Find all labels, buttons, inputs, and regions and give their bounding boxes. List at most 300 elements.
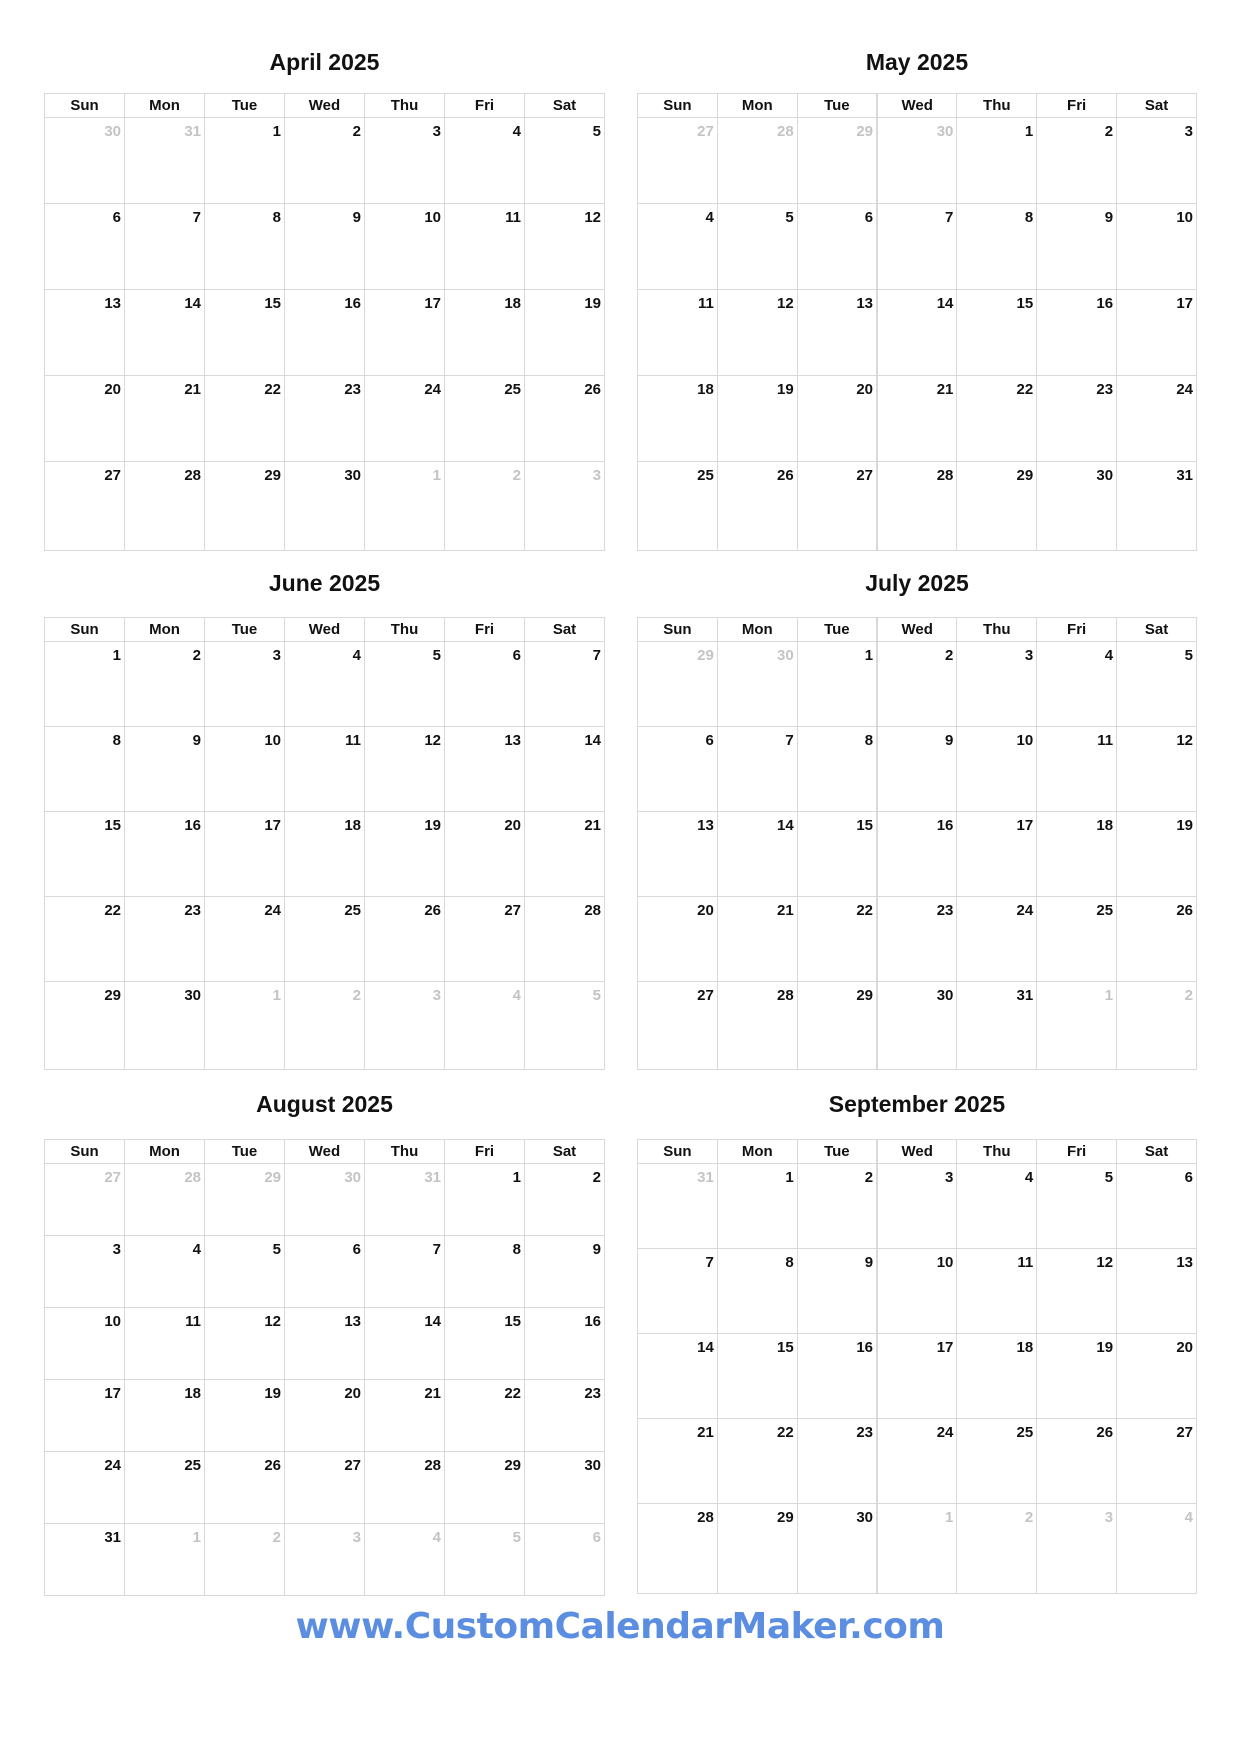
- day-number: 12: [424, 732, 441, 749]
- day-cell: [125, 1236, 205, 1308]
- day-number: 10: [424, 209, 441, 226]
- day-number: 5: [272, 1241, 281, 1258]
- day-cell: [797, 1504, 877, 1594]
- weekday-label: Mon: [717, 618, 797, 642]
- day-cell: [717, 1164, 797, 1249]
- day-cell: [1037, 1249, 1117, 1334]
- day-cell: [525, 812, 605, 897]
- day-number: 26: [1096, 1424, 1114, 1441]
- day-cell: [205, 118, 285, 204]
- month-grid: [44, 93, 605, 551]
- day-cell: [285, 642, 365, 727]
- day-number: 21: [584, 817, 601, 834]
- day-cell: [1117, 376, 1197, 462]
- day-cell-other-month: [1037, 1504, 1117, 1594]
- day-cell: [717, 290, 797, 376]
- day-number: 30: [584, 1457, 601, 1474]
- day-number: 8: [112, 732, 121, 749]
- day-cell: [638, 897, 718, 982]
- day-number: 9: [945, 732, 954, 749]
- day-number: 2: [272, 1529, 281, 1546]
- day-cell: [45, 642, 125, 727]
- day-number: 5: [1184, 647, 1193, 664]
- day-number: 24: [424, 381, 441, 398]
- day-number: 27: [697, 123, 714, 140]
- day-number: 18: [184, 1385, 201, 1402]
- day-cell: [1037, 376, 1117, 462]
- day-number: 7: [785, 732, 794, 749]
- day-number: 2: [192, 647, 201, 664]
- day-number: 29: [856, 987, 874, 1004]
- day-number: 4: [432, 1529, 441, 1546]
- day-cell-other-month: [365, 982, 445, 1070]
- day-number: 10: [1016, 732, 1034, 749]
- day-number: 31: [424, 1169, 441, 1186]
- day-cell: [365, 290, 445, 376]
- day-cell: [445, 897, 525, 982]
- day-cell: [125, 462, 205, 551]
- day-number: 27: [856, 467, 874, 484]
- day-cell: [285, 727, 365, 812]
- day-cell: [877, 727, 957, 812]
- day-cell: [797, 1249, 877, 1334]
- weekday-label: Thu: [365, 618, 445, 642]
- day-cell: [45, 1236, 125, 1308]
- day-cell-other-month: [365, 1164, 445, 1236]
- day-number: 31: [1016, 987, 1034, 1004]
- day-number: 25: [184, 1457, 201, 1474]
- day-cell-other-month: [205, 1164, 285, 1236]
- day-cell-other-month: [125, 1164, 205, 1236]
- day-number: 22: [264, 381, 281, 398]
- day-number: 21: [184, 381, 201, 398]
- day-number: 18: [697, 381, 714, 398]
- day-number: 12: [264, 1313, 281, 1330]
- day-number: 7: [705, 1254, 714, 1271]
- day-number: 16: [936, 817, 954, 834]
- week-row: [45, 1452, 605, 1524]
- day-number: 4: [192, 1241, 201, 1258]
- day-cell: [717, 727, 797, 812]
- day-cell: [285, 118, 365, 204]
- day-number: 14: [777, 817, 794, 834]
- weekday-label: Wed: [877, 1140, 957, 1164]
- week-row: [45, 1380, 605, 1452]
- day-number: 3: [592, 467, 601, 484]
- day-cell: [285, 812, 365, 897]
- day-number: 8: [864, 732, 874, 749]
- day-cell: [125, 1380, 205, 1452]
- day-number: 23: [584, 1385, 601, 1402]
- day-cell: [125, 897, 205, 982]
- day-number: 24: [104, 1457, 121, 1474]
- day-number: 17: [424, 295, 441, 312]
- day-cell: [285, 290, 365, 376]
- weekday-label: Wed: [285, 618, 365, 642]
- day-cell: [797, 1164, 877, 1249]
- day-number: 30: [344, 467, 361, 484]
- day-number: 29: [264, 467, 281, 484]
- day-cell: [1037, 290, 1117, 376]
- day-cell-other-month: [797, 118, 877, 204]
- day-number: 5: [1104, 1169, 1114, 1186]
- day-number: 23: [1096, 381, 1114, 398]
- day-cell: [1117, 642, 1197, 727]
- weekday-label: Tue: [205, 94, 285, 118]
- week-row: [45, 290, 605, 376]
- day-number: 10: [936, 1254, 954, 1271]
- day-cell: [45, 204, 125, 290]
- day-cell: [1117, 727, 1197, 812]
- day-number: 3: [352, 1529, 361, 1546]
- day-number: 24: [264, 902, 281, 919]
- day-number: 21: [424, 1385, 441, 1402]
- day-number: 13: [697, 817, 714, 834]
- day-cell: [717, 1334, 797, 1419]
- day-cell: [445, 812, 525, 897]
- day-cell: [125, 1308, 205, 1380]
- day-number: 16: [184, 817, 201, 834]
- day-cell: [957, 462, 1037, 551]
- day-number: 3: [432, 987, 441, 1004]
- day-cell-other-month: [638, 642, 718, 727]
- week-row: [45, 727, 605, 812]
- day-cell: [717, 1419, 797, 1504]
- day-number: 30: [104, 123, 121, 140]
- day-number: 2: [945, 647, 954, 664]
- day-cell: [285, 1380, 365, 1452]
- day-cell: [638, 1419, 718, 1504]
- day-cell: [125, 204, 205, 290]
- day-number: 26: [584, 381, 601, 398]
- day-cell: [638, 812, 718, 897]
- day-number: 12: [1096, 1254, 1114, 1271]
- day-cell: [1037, 118, 1117, 204]
- day-number: 9: [864, 1254, 874, 1271]
- day-cell: [525, 727, 605, 812]
- day-cell-other-month: [638, 1164, 718, 1249]
- day-number: 22: [1016, 381, 1034, 398]
- day-cell: [797, 290, 877, 376]
- day-cell: [365, 204, 445, 290]
- day-number: 20: [697, 902, 714, 919]
- day-number: 9: [1104, 209, 1114, 226]
- month-title: August 2025: [256, 1091, 393, 1117]
- day-cell: [717, 462, 797, 551]
- week-row: [45, 204, 605, 290]
- day-cell: [877, 1249, 957, 1334]
- day-number: 11: [1017, 1254, 1034, 1271]
- day-cell: [638, 1334, 718, 1419]
- day-cell: [525, 1164, 605, 1236]
- weekday-header-row: [45, 1140, 605, 1164]
- day-number: 1: [272, 123, 281, 140]
- day-cell: [877, 812, 957, 897]
- day-cell: [638, 1249, 718, 1334]
- day-number: 29: [777, 1509, 794, 1526]
- week-row: [45, 462, 605, 551]
- day-cell: [1117, 462, 1197, 551]
- day-number: 31: [104, 1529, 121, 1546]
- day-number: 25: [344, 902, 361, 919]
- day-cell: [525, 1236, 605, 1308]
- day-cell-other-month: [877, 1504, 957, 1594]
- day-cell: [205, 1452, 285, 1524]
- day-number: 28: [184, 467, 201, 484]
- day-number: 31: [1176, 467, 1193, 484]
- day-number: 1: [272, 987, 281, 1004]
- day-cell: [45, 812, 125, 897]
- day-cell: [1037, 1419, 1117, 1504]
- day-number: 10: [104, 1313, 121, 1330]
- day-cell: [957, 1334, 1037, 1419]
- day-number: 21: [936, 381, 954, 398]
- day-cell-other-month: [1037, 982, 1117, 1070]
- weekday-label: Sun: [638, 618, 718, 642]
- day-cell-other-month: [205, 1524, 285, 1596]
- day-cell-other-month: [45, 1164, 125, 1236]
- day-cell: [445, 1236, 525, 1308]
- day-number: 21: [777, 902, 794, 919]
- day-number: 5: [592, 123, 601, 140]
- day-cell: [525, 376, 605, 462]
- day-cell: [365, 812, 445, 897]
- day-number: 7: [945, 209, 954, 226]
- day-cell: [957, 727, 1037, 812]
- day-cell: [365, 376, 445, 462]
- day-cell: [205, 1308, 285, 1380]
- day-number: 29: [264, 1169, 281, 1186]
- weekday-label: Sun: [638, 94, 718, 118]
- day-cell: [445, 118, 525, 204]
- day-number: 29: [1016, 467, 1034, 484]
- day-cell: [525, 1308, 605, 1380]
- day-cell: [1037, 897, 1117, 982]
- day-cell: [717, 897, 797, 982]
- day-number: 20: [856, 381, 874, 398]
- week-row: [638, 376, 1197, 462]
- week-row: [45, 376, 605, 462]
- day-cell: [1037, 642, 1117, 727]
- day-number: 28: [424, 1457, 441, 1474]
- day-number: 11: [345, 732, 361, 749]
- day-cell: [1117, 1249, 1197, 1334]
- day-cell: [525, 642, 605, 727]
- day-number: 24: [1016, 902, 1034, 919]
- day-cell: [445, 1164, 525, 1236]
- day-cell: [45, 1380, 125, 1452]
- day-cell: [1117, 1419, 1197, 1504]
- weekday-label: Thu: [957, 1140, 1037, 1164]
- day-cell: [797, 897, 877, 982]
- day-number: 18: [1096, 817, 1114, 834]
- day-number: 3: [945, 1169, 954, 1186]
- day-cell-other-month: [285, 1164, 365, 1236]
- day-cell: [638, 1504, 718, 1594]
- day-cell: [445, 727, 525, 812]
- day-number: 4: [1184, 1509, 1193, 1526]
- week-row: [638, 812, 1197, 897]
- week-row: [45, 118, 605, 204]
- weekday-label: Wed: [285, 1140, 365, 1164]
- day-number: 5: [432, 647, 441, 664]
- day-cell: [45, 376, 125, 462]
- day-number: 1: [1104, 987, 1114, 1004]
- day-number: 12: [584, 209, 601, 226]
- day-number: 17: [936, 1339, 954, 1356]
- day-cell: [125, 642, 205, 727]
- weekday-label: Mon: [717, 94, 797, 118]
- weekday-label: Tue: [205, 618, 285, 642]
- day-number: 29: [104, 987, 121, 1004]
- day-number: 12: [777, 295, 794, 312]
- day-number: 9: [592, 1241, 601, 1258]
- day-cell: [205, 812, 285, 897]
- day-cell: [205, 1236, 285, 1308]
- month-grid: [637, 93, 1197, 551]
- day-cell: [1117, 290, 1197, 376]
- day-number: 3: [1184, 123, 1193, 140]
- day-number: 6: [864, 209, 874, 226]
- day-number: 25: [1016, 1424, 1034, 1441]
- day-cell: [638, 376, 718, 462]
- day-number: 30: [184, 987, 201, 1004]
- day-cell-other-month: [717, 118, 797, 204]
- day-cell: [125, 376, 205, 462]
- day-number: 4: [1024, 1169, 1034, 1186]
- weekday-label: Sun: [638, 1140, 718, 1164]
- day-number: 2: [1184, 987, 1193, 1004]
- day-number: 3: [112, 1241, 121, 1258]
- day-number: 3: [1024, 647, 1034, 664]
- day-number: 24: [936, 1424, 954, 1441]
- day-cell: [205, 462, 285, 551]
- day-cell: [445, 204, 525, 290]
- day-cell: [1117, 897, 1197, 982]
- day-cell: [125, 982, 205, 1070]
- day-cell: [797, 812, 877, 897]
- day-cell: [957, 897, 1037, 982]
- day-cell: [877, 897, 957, 982]
- day-cell: [957, 1419, 1037, 1504]
- day-number: 31: [184, 123, 201, 140]
- day-number: 30: [344, 1169, 361, 1186]
- day-number: 31: [697, 1169, 714, 1186]
- day-cell: [877, 982, 957, 1070]
- day-cell: [877, 290, 957, 376]
- weekday-label: Fri: [1037, 1140, 1117, 1164]
- day-number: 27: [697, 987, 714, 1004]
- day-number: 23: [856, 1424, 874, 1441]
- weekday-label: Thu: [365, 1140, 445, 1164]
- week-row: [638, 1334, 1197, 1419]
- week-row: [638, 982, 1197, 1070]
- day-cell: [365, 118, 445, 204]
- day-cell-other-month: [525, 1524, 605, 1596]
- day-cell: [285, 1236, 365, 1308]
- day-number: 1: [192, 1529, 201, 1546]
- weekday-label: Tue: [797, 94, 877, 118]
- week-row: [45, 897, 605, 982]
- day-cell: [638, 462, 718, 551]
- day-cell: [797, 1334, 877, 1419]
- week-row: [45, 1236, 605, 1308]
- weekday-label: Sun: [45, 1140, 125, 1164]
- day-number: 19: [1176, 817, 1193, 834]
- day-number: 22: [856, 902, 874, 919]
- day-number: 19: [584, 295, 601, 312]
- weekday-label: Sun: [45, 94, 125, 118]
- day-cell: [957, 1164, 1037, 1249]
- weekday-label: Sun: [45, 618, 125, 642]
- day-cell: [638, 290, 718, 376]
- month-grid: [44, 617, 605, 1070]
- weekday-label: Fri: [1037, 618, 1117, 642]
- day-cell: [125, 290, 205, 376]
- day-cell: [365, 1236, 445, 1308]
- weekday-label: Mon: [125, 94, 205, 118]
- weekday-label: Mon: [717, 1140, 797, 1164]
- day-number: 4: [352, 647, 361, 664]
- day-number: 15: [1016, 295, 1034, 312]
- day-cell-other-month: [445, 982, 525, 1070]
- day-number: 29: [697, 647, 714, 664]
- day-number: 1: [785, 1169, 794, 1186]
- day-cell-other-month: [125, 118, 205, 204]
- month-title: April 2025: [269, 49, 380, 75]
- day-cell: [877, 204, 957, 290]
- day-cell: [797, 204, 877, 290]
- day-number: 2: [1024, 1509, 1034, 1526]
- day-number: 26: [777, 467, 794, 484]
- day-number: 2: [864, 1169, 874, 1186]
- weekday-label: Fri: [1037, 94, 1117, 118]
- day-number: 23: [344, 381, 361, 398]
- day-number: 7: [592, 647, 601, 664]
- day-number: 20: [1176, 1339, 1193, 1356]
- week-row: [45, 1308, 605, 1380]
- day-number: 16: [856, 1339, 874, 1356]
- week-row: [45, 812, 605, 897]
- day-number: 27: [504, 902, 521, 919]
- day-number: 22: [104, 902, 121, 919]
- day-number: 2: [1104, 123, 1114, 140]
- day-number: 10: [1176, 209, 1193, 226]
- day-number: 30: [856, 1509, 874, 1526]
- week-row: [638, 727, 1197, 812]
- day-number: 25: [1096, 902, 1114, 919]
- day-cell: [957, 290, 1037, 376]
- day-cell: [1117, 1334, 1197, 1419]
- day-number: 23: [184, 902, 201, 919]
- day-cell: [525, 897, 605, 982]
- day-number: 6: [592, 1529, 601, 1546]
- weekday-label: Sat: [1117, 94, 1197, 118]
- day-cell: [365, 727, 445, 812]
- day-number: 1: [432, 467, 441, 484]
- day-number: 8: [1024, 209, 1034, 226]
- day-cell: [365, 1452, 445, 1524]
- day-number: 7: [432, 1241, 441, 1258]
- day-number: 19: [1096, 1339, 1114, 1356]
- weekday-label: Sat: [1117, 1140, 1197, 1164]
- day-number: 8: [272, 209, 281, 226]
- week-row: [638, 1504, 1197, 1594]
- day-cell: [957, 118, 1037, 204]
- day-cell: [285, 462, 365, 551]
- day-number: 15: [504, 1313, 521, 1330]
- week-row: [45, 982, 605, 1070]
